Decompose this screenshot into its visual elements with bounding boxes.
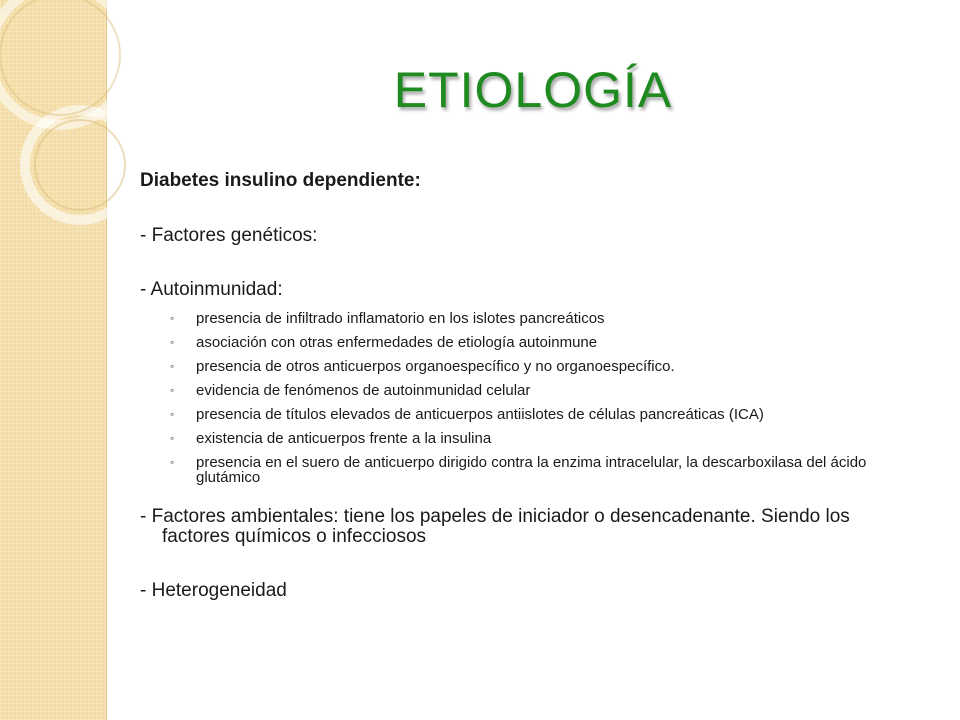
list-item-text: presencia de infiltrado inflamatorio en los islotes pancreáticos bbox=[196, 310, 605, 327]
subtitle: Diabetes insulino dependiente: bbox=[140, 170, 421, 191]
list-item-text: presencia de títulos elevados de anticuerpos antiislotes de células pancreáticas (ICA) bbox=[196, 406, 764, 423]
ring-large-inner bbox=[0, 0, 120, 115]
list-item bbox=[140, 383, 920, 398]
list-item bbox=[140, 407, 920, 422]
list-item bbox=[140, 311, 920, 326]
bullet-icon: ◦ bbox=[170, 407, 175, 421]
bullet-icon: ◦ bbox=[170, 431, 175, 445]
list-item-text: presencia de otros anticuerpos organoespecífico y no organoespecífico. bbox=[196, 358, 675, 375]
bullet-icon: ◦ bbox=[170, 335, 175, 349]
list-item-text: presencia en el suero de anticuerpo dirigido contra la enzima intracelular, la descarboxilasa del ácido glutámico bbox=[196, 454, 867, 486]
bullet-icon: ◦ bbox=[170, 383, 175, 397]
item-autoinmunidad: - Autoinmunidad: bbox=[140, 279, 283, 300]
slide-content bbox=[140, 168, 920, 603]
bullet-icon: ◦ bbox=[170, 359, 175, 373]
list-item-text: existencia de anticuerpos frente a la insulina bbox=[196, 430, 492, 447]
bullet-icon: ◦ bbox=[170, 455, 175, 469]
list-item bbox=[140, 431, 920, 446]
list-item bbox=[140, 335, 920, 350]
list-item bbox=[140, 455, 920, 485]
item-heterogeneidad: - Heterogeneidad bbox=[140, 580, 287, 601]
item-factores-ambientales: - Factores ambientales: tiene los papeles de iniciador o desencadenante. Siendo los factores químicos o infecciosos bbox=[140, 506, 850, 547]
bullet-icon: ◦ bbox=[170, 311, 175, 325]
list-item bbox=[140, 359, 920, 374]
autoinmunidad-sublist bbox=[140, 311, 920, 485]
slide-title: ETIOLOGÍA bbox=[393, 62, 673, 118]
item-factores-geneticos: - Factores genéticos: bbox=[140, 225, 318, 246]
ring-small-inner bbox=[35, 120, 125, 210]
list-item-text: evidencia de fenómenos de autoinmunidad celular bbox=[196, 382, 531, 399]
list-item-text: asociación con otras enfermedades de etiología autoinmune bbox=[196, 334, 598, 351]
